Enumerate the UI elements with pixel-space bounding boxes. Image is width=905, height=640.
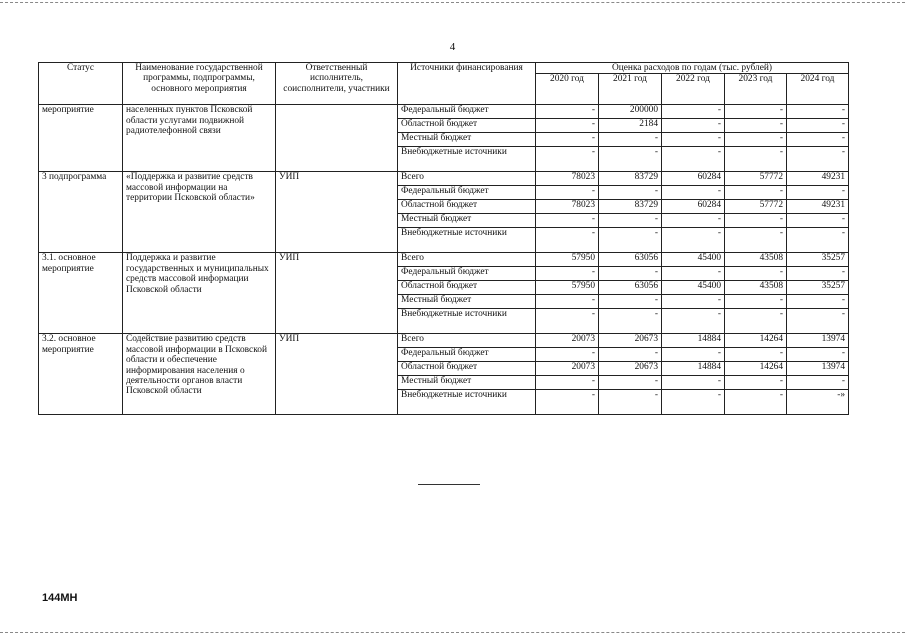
expense-value-cell: - [536,147,599,172]
expense-value-cell: 20673 [599,362,662,376]
expense-value-cell: - [536,105,599,119]
funding-source-cell: Внебюджетные источники [398,147,536,172]
expense-value-cell: 60284 [662,172,725,186]
expense-value-cell: -» [787,390,849,415]
expense-value-cell: - [787,186,849,200]
expense-value-cell: - [787,228,849,253]
expense-value-cell: 35257 [787,253,849,267]
header-executor: Ответственный исполнитель, соисполнители, участники [276,63,398,105]
expense-value-cell: 57772 [725,172,787,186]
expense-value-cell: - [725,147,787,172]
expense-value-cell: 43508 [725,281,787,295]
separator-line [418,484,480,485]
expense-value-cell: - [725,390,787,415]
expense-value-cell: - [599,390,662,415]
expense-value-cell: 49231 [787,200,849,214]
expense-value-cell: 200000 [599,105,662,119]
expense-value-cell: 20073 [536,362,599,376]
expense-value-cell: 43508 [725,253,787,267]
expense-value-cell: 14884 [662,362,725,376]
expense-value-cell: - [662,147,725,172]
expense-value-cell: - [536,376,599,390]
row-status-cell: 3.2. основное мероприятие [39,334,123,415]
expense-value-cell: - [725,133,787,147]
expense-value-cell: 2184 [599,119,662,133]
expense-value-cell: 78023 [536,200,599,214]
expense-value-cell: - [787,214,849,228]
expense-value-cell: - [536,295,599,309]
expense-value-cell: - [599,309,662,334]
row-status-cell: 3.1. основное мероприятие [39,253,123,334]
expense-value-cell: - [725,119,787,133]
expense-value-cell: - [599,147,662,172]
row-name-cell: населенных пунктов Псковской области услугами подвижной радиотелефонной связи [123,105,276,172]
header-year: 2021 год [599,74,662,105]
table-row [39,172,849,186]
expense-value-cell: - [662,309,725,334]
funding-source-cell: Областной бюджет [398,281,536,295]
funding-source-cell: Федеральный бюджет [398,348,536,362]
expense-value-cell: - [599,267,662,281]
expense-value-cell: - [787,376,849,390]
header-expenses: Оценка расходов по годам (тыс. рублей) [536,63,849,74]
expense-value-cell: - [536,348,599,362]
expense-value-cell: - [536,214,599,228]
expense-value-cell: - [725,309,787,334]
funding-source-cell: Всего [398,253,536,267]
funding-source-cell: Внебюджетные источники [398,309,536,334]
expense-value-cell: - [662,295,725,309]
table-row [39,105,849,119]
top-scan-border [0,2,905,3]
expense-value-cell: - [662,119,725,133]
expense-value-cell: - [662,186,725,200]
expense-value-cell: - [725,228,787,253]
funding-source-cell: Местный бюджет [398,214,536,228]
expense-value-cell: - [536,133,599,147]
funding-source-cell: Областной бюджет [398,200,536,214]
expense-value-cell: - [787,105,849,119]
expense-value-cell: - [725,376,787,390]
expense-value-cell: - [662,376,725,390]
expense-value-cell: 14884 [662,334,725,348]
bottom-scan-border [0,632,905,633]
expense-value-cell: - [725,295,787,309]
expense-value-cell: 20673 [599,334,662,348]
page-number: 4 [449,41,456,53]
expense-value-cell: 14264 [725,334,787,348]
expense-value-cell: - [787,309,849,334]
expense-value-cell: - [599,133,662,147]
expense-value-cell: - [662,348,725,362]
expense-value-cell: - [599,295,662,309]
expense-value-cell: - [599,348,662,362]
table-row [39,334,849,348]
expense-value-cell: - [662,105,725,119]
funding-source-cell: Всего [398,172,536,186]
row-status-cell: 3 подпрограмма [39,172,123,253]
header-year: 2020 год [536,74,599,105]
expense-value-cell: - [725,267,787,281]
expense-value-cell: 13974 [787,334,849,348]
funding-source-cell: Внебюджетные источники [398,390,536,415]
funding-source-cell: Областной бюджет [398,119,536,133]
expense-value-cell: 57950 [536,253,599,267]
expense-value-cell: - [599,214,662,228]
expense-value-cell: 78023 [536,172,599,186]
expense-value-cell: 13974 [787,362,849,376]
funding-source-cell: Местный бюджет [398,133,536,147]
header-year: 2022 год [662,74,725,105]
funding-source-cell: Внебюджетные источники [398,228,536,253]
expense-value-cell: 14264 [725,362,787,376]
expense-value-cell: - [536,186,599,200]
expense-value-cell: 49231 [787,172,849,186]
row-executor-cell [276,105,398,172]
expense-value-cell: - [536,309,599,334]
expense-value-cell: - [599,186,662,200]
header-year: 2024 год [787,74,849,105]
funding-source-cell: Областной бюджет [398,362,536,376]
row-executor-cell: УИП [276,172,398,253]
expense-value-cell: - [725,214,787,228]
expense-value-cell: - [787,267,849,281]
expense-value-cell: - [536,267,599,281]
expense-value-cell: 60284 [662,200,725,214]
expense-value-cell: - [536,390,599,415]
funding-source-cell: Всего [398,334,536,348]
table-row [39,253,849,267]
expense-value-cell: 45400 [662,281,725,295]
funding-source-cell: Федеральный бюджет [398,267,536,281]
expense-value-cell: - [662,214,725,228]
expense-value-cell: - [787,348,849,362]
expense-value-cell: - [662,228,725,253]
expense-value-cell: - [599,376,662,390]
table-body [39,105,849,415]
row-name-cell: «Поддержка и развитие средств массовой информации на территории Псковской области» [123,172,276,253]
funding-source-cell: Федеральный бюджет [398,186,536,200]
header-status: Статус [39,63,123,105]
expense-value-cell: - [536,228,599,253]
expense-value-cell: - [787,133,849,147]
expense-value-cell: - [599,228,662,253]
funding-source-cell: Федеральный бюджет [398,105,536,119]
expense-value-cell: 57950 [536,281,599,295]
document-code: 144МН [42,592,78,604]
expense-value-cell: - [536,119,599,133]
header-name: Наименование государственной программы, подпрограммы, основного мероприятия [123,63,276,105]
row-name-cell: Поддержка и развитие государственных и муниципальных средств массовой информации Псковской области [123,253,276,334]
expense-value-cell: 45400 [662,253,725,267]
expense-value-cell: - [662,267,725,281]
expense-value-cell: - [662,390,725,415]
header-sources: Источники финансирования [398,63,536,105]
expense-value-cell: - [787,147,849,172]
row-executor-cell: УИП [276,253,398,334]
expense-value-cell: - [662,133,725,147]
funding-source-cell: Местный бюджет [398,295,536,309]
expense-value-cell: 63056 [599,253,662,267]
expense-value-cell: 63056 [599,281,662,295]
expense-value-cell: 83729 [599,172,662,186]
expense-value-cell: - [725,105,787,119]
expense-value-cell: - [725,348,787,362]
expense-value-cell: - [787,295,849,309]
header-year: 2023 год [725,74,787,105]
expense-value-cell: 83729 [599,200,662,214]
row-status-cell: мероприятие [39,105,123,172]
row-name-cell: Содействие развитию средств массовой информации в Псковской области и обеспечение информирования населения о деятельности органов власти Псковской области [123,334,276,415]
expense-value-cell: - [725,186,787,200]
budget-table [38,62,849,415]
expense-value-cell: 20073 [536,334,599,348]
expense-value-cell: 57772 [725,200,787,214]
funding-source-cell: Местный бюджет [398,376,536,390]
row-executor-cell: УИП [276,334,398,415]
expense-value-cell: - [787,119,849,133]
expense-value-cell: 35257 [787,281,849,295]
